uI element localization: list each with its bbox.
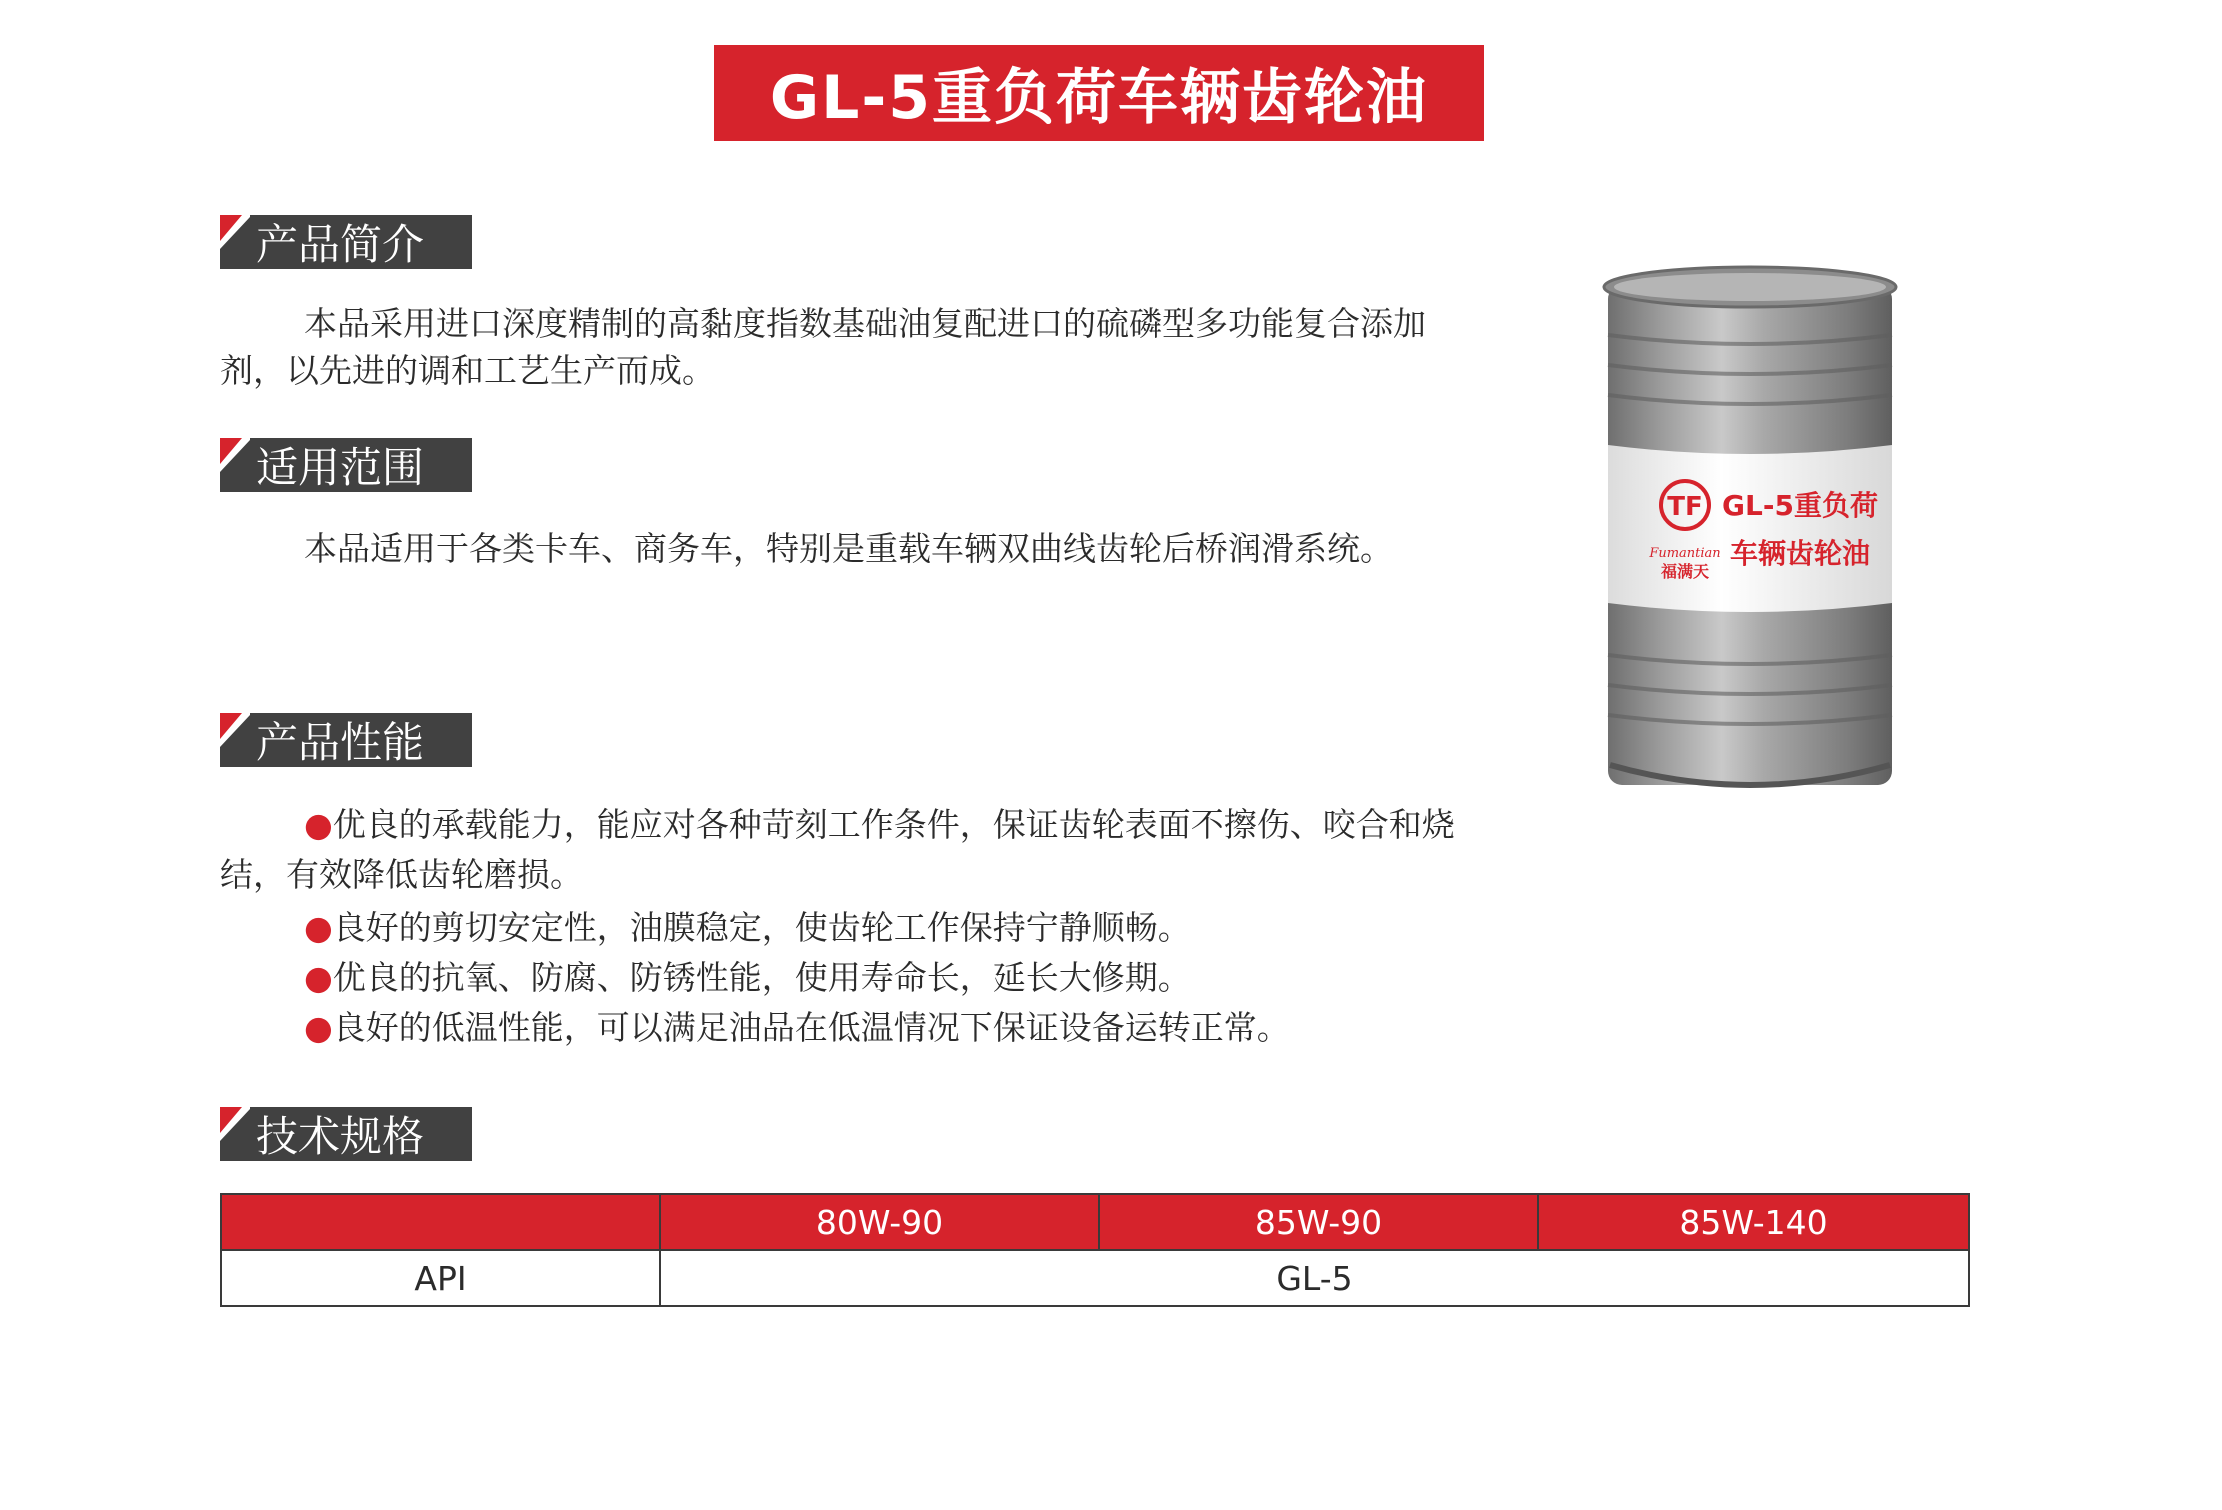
spec-header-cell — [221, 1194, 660, 1250]
spec-table-header-row — [221, 1194, 1969, 1250]
performance-bullet: ●优良的承载能力，能应对各种苛刻工作条件，保证齿轮表面不擦伤、咬合和烧结，有效降低齿轮磨损。 — [220, 805, 1455, 894]
spec-row-label: API — [221, 1250, 660, 1306]
barrel-logo-letters: TF — [1667, 492, 1703, 522]
section-heading-intro — [220, 215, 472, 269]
scope-paragraph: 本品适用于各类卡车、商务车，特别是重载车辆双曲线齿轮后桥润滑系统。 — [304, 529, 1393, 568]
performance-bullet: ●良好的剪切安定性，油膜稳定，使齿轮工作保持宁静顺畅。 — [304, 908, 1191, 947]
product-barrel-image — [1600, 265, 1900, 805]
performance-bullet: ●良好的低温性能，可以满足油品在低温情况下保证设备运转正常。 — [304, 1008, 1290, 1047]
bullet-dot-icon: ● — [304, 908, 333, 947]
section-heading-performance — [220, 713, 472, 767]
bullet-dot-icon: ● — [304, 1008, 333, 1047]
page-title: GL-5重负荷车辆齿轮油 — [714, 45, 1484, 141]
barrel-label-line1: GL-5重负荷 — [1722, 489, 1878, 522]
performance-bullet: ●优良的抗氧、防腐、防锈性能，使用寿命长，延长大修期。 — [304, 958, 1191, 997]
barrel-label-line2: 车辆齿轮油 — [1729, 537, 1871, 570]
table-row — [221, 1250, 1969, 1306]
heading-stripe-icon — [220, 713, 250, 767]
section-heading-text: 适用范围 — [256, 443, 425, 492]
section-heading-specs — [220, 1107, 472, 1161]
barrel-brand-cn: 福满天 — [1660, 562, 1710, 581]
heading-stripe-icon — [220, 438, 250, 492]
section-heading-text: 产品简介 — [256, 220, 425, 269]
intro-paragraph: 本品采用进口深度精制的高黏度指数基础油复配进口的硫磷型多功能复合添加剂，以先进的调和工艺生产而成。 — [220, 304, 1426, 390]
bullet-dot-icon: ● — [304, 805, 333, 844]
spec-header-cell: 80W-90 — [660, 1194, 1099, 1250]
section-heading-text: 产品性能 — [256, 718, 425, 767]
spec-header-cell: 85W-140 — [1538, 1194, 1969, 1250]
section-heading-scope — [220, 438, 472, 492]
bullet-dot-icon: ● — [304, 958, 333, 997]
spec-table — [220, 1193, 1970, 1307]
section-heading-text: 技术规格 — [256, 1112, 425, 1161]
heading-stripe-icon — [220, 215, 250, 269]
spec-row-value: GL-5 — [660, 1250, 1969, 1306]
spec-header-cell: 85W-90 — [1099, 1194, 1538, 1250]
barrel-brand-en: Fumantian — [1649, 546, 1721, 561]
heading-stripe-icon — [220, 1107, 250, 1161]
